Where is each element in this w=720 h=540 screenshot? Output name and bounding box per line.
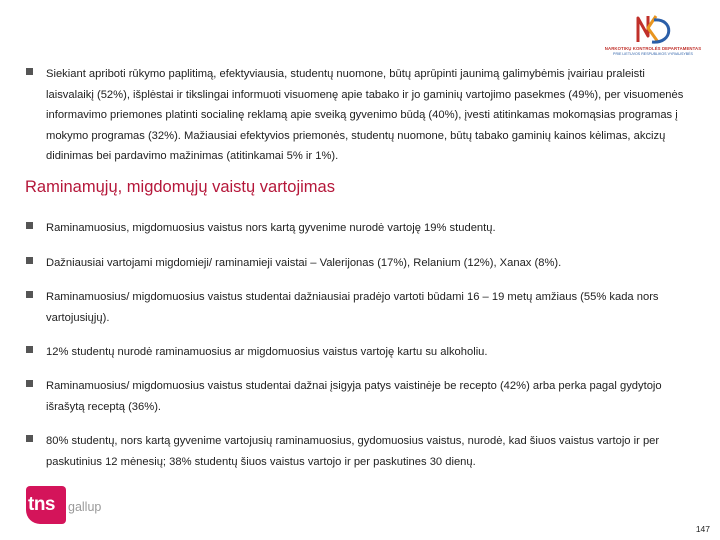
intro-bullet — [26, 64, 690, 167]
list-item — [26, 218, 690, 239]
bullet-square-icon — [26, 346, 33, 353]
bullet-square-icon — [26, 222, 33, 229]
list-item — [26, 342, 690, 363]
tns-logo-box — [26, 486, 66, 524]
gallup-wordmark: gallup — [68, 500, 102, 514]
page-number: 147 — [695, 524, 710, 534]
bullet-square-icon — [26, 380, 33, 387]
list-item — [26, 253, 690, 274]
bullet-square-icon — [26, 257, 33, 264]
tns-wordmark: tns — [28, 494, 55, 515]
org-name-line2: PRIE LIETUVOS RESPUBLIKOS VYRIAUSYBĖS — [613, 52, 693, 56]
list-item — [26, 376, 690, 417]
nkd-emblem-icon — [598, 12, 708, 46]
bullet-text: 80% studentų, nors kartą gyvenime vartojusių raminamuosius, gydomuosius vaistus, nurodė, kad šiuos vaistus vartojo ir per paskutinius 12 mėnesių; 38% studentų šiuos vaistus vartojo ir per paskutines 30 dienų. — [46, 435, 660, 468]
bullet-text: Siekiant apriboti rūkymo paplitimą, efektyviausia, studentų nuomone, būtų aprūpinti jaunimą galimybėmis įvairiau praleisti laisvalaikį (52%), išplėstai ir tikslingai informuoti visuomenę apie tabako ir jo gaminių vartojimo pasekmes (49%), per visuomenės informavimo priemones platinti socialinę reklamą apie sveiką gyvenimo būdą (40%), įvesti atitinkamas mokomąsias programas į mokymo programas (32%). Mažiausiai efektyvios priemonės, studentų nuomone, būtų tabako gaminių kainos kėlimas, akcizų didinimas bei pardavimo mažinimas (atitinkamai 5% ir 1%). — [46, 68, 684, 162]
bullet-text: 12% studentų nurodė raminamuosius ar migdomuosius vaistus vartoję kartu su alkoholiu. — [46, 346, 488, 358]
list-item — [26, 287, 690, 328]
bullet-text: Dažniausiai vartojami migdomieji/ raminamieji vaistai – Valerijonas (17%), Relanium (12%), Xanax (8%). — [46, 257, 562, 269]
bullet-square-icon — [26, 435, 33, 442]
tns-gallup-logo — [26, 486, 136, 524]
bullet-square-icon — [26, 291, 33, 298]
bullet-text: Raminamuosius/ migdomuosius vaistus studentai dažniausiai pradėjo vartoti būdami 16 – 19 metų amžiaus (55% kada nors vartojusiųjų). — [46, 291, 659, 324]
org-name-line1: NARKOTIKŲ KONTROLĖS DEPARTAMENTAS — [604, 46, 702, 51]
section-heading: Raminamųjų, migdomųjų vaistų vartojimas — [25, 178, 335, 196]
bullet-text: Raminamuosius/ migdomuosius vaistus studentai dažnai įsigyja patys vaistinėje be recepto (42%) arba perka pagal gydytojo išrašytą receptą (36%). — [46, 380, 662, 413]
bullet-square-icon — [26, 68, 33, 75]
list-item — [26, 431, 690, 472]
bullet-text: Raminamuosius, migdomuosius vaistus nors kartą gyvenime nurodė vartoję 19% studentų. — [46, 222, 496, 234]
